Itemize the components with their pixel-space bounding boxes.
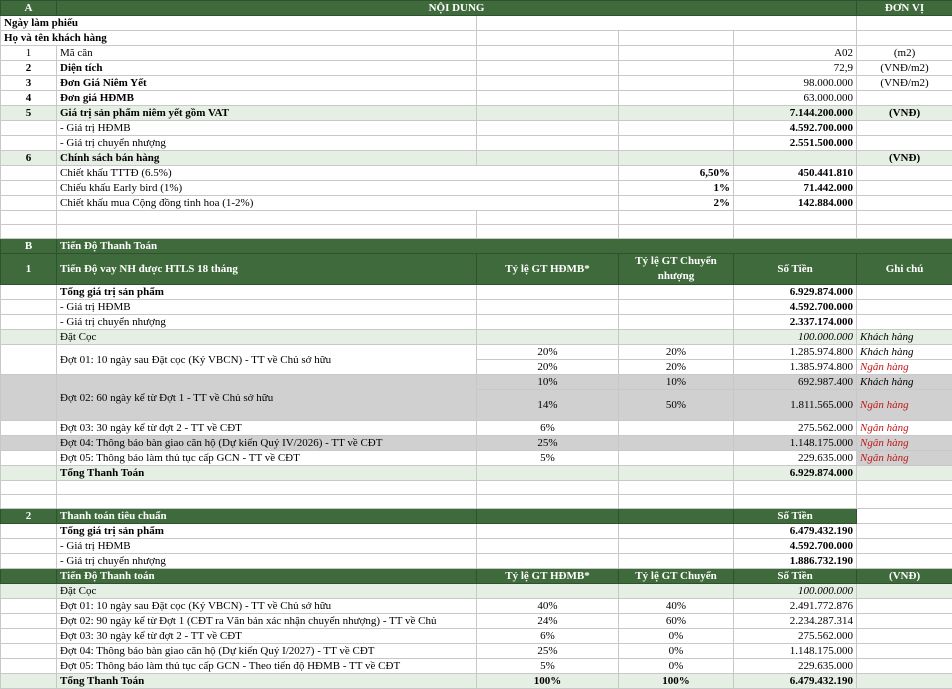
installment-row	[1, 345, 952, 360]
sub-value: 2.337.174.000	[734, 315, 857, 330]
date-value[interactable]	[477, 16, 857, 31]
discount-pct: 2%	[619, 196, 734, 211]
item-row	[1, 91, 952, 106]
note-bank: Ngân hàng	[857, 421, 952, 436]
transfer-ratio: 0%	[619, 659, 734, 674]
date-label: Ngày làm phiếu	[1, 16, 477, 31]
plan-no: 1	[1, 254, 57, 285]
amount: 229.635.000	[734, 659, 857, 674]
sub-value: 4.592.700.000	[734, 121, 857, 136]
installment-label: Đợt 03: 30 ngày kể từ đợt 2 - TT về CĐT	[57, 421, 477, 436]
total-label: Tổng giá trị sản phẩm	[57, 285, 477, 300]
grand-total-label: Tổng Thanh Toán	[57, 466, 477, 481]
hdmb-ratio: 6%	[477, 421, 619, 436]
section-letter: B	[1, 239, 57, 254]
transfer-ratio: 50%	[619, 390, 734, 421]
plan2-grand-total	[1, 674, 952, 689]
amount: 1.148.175.000	[734, 436, 857, 451]
discount-label: Chiếu khấu Early bird (1%)	[57, 181, 619, 196]
spacer-row	[1, 225, 952, 239]
discount-label: Chiết khấu mua Cộng đồng tinh hoa (1-2%)	[57, 196, 619, 211]
col-hdmb-ratio: Tỷ lệ GT HĐMB*	[477, 569, 619, 584]
schedule-label: Tiến Độ Thanh toán	[57, 569, 477, 584]
sub-label: - Giá trị chuyển nhượng	[57, 315, 477, 330]
item-6-row	[1, 151, 952, 166]
item-value: 7.144.200.000	[734, 106, 857, 121]
sub-row	[1, 136, 952, 151]
item-value: A02	[734, 46, 857, 61]
sub-value: 1.886.732.190	[734, 554, 857, 569]
grand-total-value: 6.479.432.190	[734, 674, 857, 689]
section-b-header	[1, 239, 952, 254]
item-unit	[857, 91, 952, 106]
item-value: 63.000.000	[734, 91, 857, 106]
discount-row	[1, 166, 952, 181]
hdmb-ratio: 20%	[477, 360, 619, 375]
amount: 692.987.400	[734, 375, 857, 390]
discount-pct: 6,50%	[619, 166, 734, 181]
item-unit: (VNĐ/m2)	[857, 76, 952, 91]
hdmb-ratio: 5%	[477, 659, 619, 674]
installment-label: Đợt 01: 10 ngày sau Đặt cọc (Ký VBCN) - TT về Chủ sở hữu	[57, 599, 477, 614]
item-label: Mã căn	[57, 46, 477, 61]
amount: 229.635.000	[734, 451, 857, 466]
discount-value: 142.884.000	[734, 196, 857, 211]
item-unit: (VNĐ)	[857, 151, 952, 166]
installment-label: Đợt 05: Thông báo làm thủ tục cấp GCN - TT về CĐT	[57, 451, 477, 466]
discount-label: Chiết khấu TTTĐ (6.5%)	[57, 166, 619, 181]
item-no: 1	[1, 46, 57, 61]
transfer-ratio: 20%	[619, 360, 734, 375]
sub-row	[1, 300, 952, 315]
deposit-value: 100.000.000	[734, 330, 857, 345]
row-customer-name	[1, 31, 952, 46]
installment-row	[1, 451, 952, 466]
installment-row	[1, 629, 952, 644]
amount: 275.562.000	[734, 629, 857, 644]
sub-label: - Giá trị chuyển nhượng	[57, 136, 477, 151]
plan2-header	[1, 509, 952, 524]
plan-title: Thanh toán tiêu chuẩn	[57, 509, 477, 524]
item-no: 4	[1, 91, 57, 106]
customer-name-label: Họ và tên khách hàng	[1, 31, 477, 46]
item-unit: (VNĐ/m2)	[857, 61, 952, 76]
discount-row	[1, 196, 952, 211]
spacer-row	[1, 211, 952, 225]
note-customer: Khách hàng	[857, 330, 952, 345]
note-bank: Ngân hàng	[857, 436, 952, 451]
item-label: Đơn giá HĐMB	[57, 91, 477, 106]
item-5-row	[1, 106, 952, 121]
spacer-row	[1, 481, 952, 495]
transfer-ratio: 60%	[619, 614, 734, 629]
plan1-header	[1, 254, 952, 285]
note-customer: Khách hàng	[857, 345, 952, 360]
sub-row	[1, 539, 952, 554]
hdmb-ratio: 40%	[477, 599, 619, 614]
discount-value: 450.441.810	[734, 166, 857, 181]
total-label: Tổng giá trị sản phẩm	[57, 524, 477, 539]
item-no: 5	[1, 106, 57, 121]
hdmb-ratio: 24%	[477, 614, 619, 629]
sub-label: - Giá trị HĐMB	[57, 539, 477, 554]
plan-no: 2	[1, 509, 57, 524]
installment-label: Đợt 02: 60 ngày kể từ Đợt 1 - TT về Chủ sở hữu	[57, 375, 477, 421]
note-bank: Ngân hàng	[857, 451, 952, 466]
discount-pct: 1%	[619, 181, 734, 196]
row-date	[1, 16, 952, 31]
col-amount: Số Tiền	[734, 254, 857, 285]
item-unit: (VNĐ)	[857, 106, 952, 121]
discount-row	[1, 181, 952, 196]
amount: 1.811.565.000	[734, 390, 857, 421]
installment-label: Đợt 03: 30 ngày kể từ đợt 2 - TT về CĐT	[57, 629, 477, 644]
sub-row	[1, 315, 952, 330]
sub-value: 2.551.500.000	[734, 136, 857, 151]
header-col-a: A	[1, 1, 57, 16]
installment-row	[1, 659, 952, 674]
installment-row	[1, 599, 952, 614]
col-hdmb-ratio: Tỷ lệ GT HĐMB*	[477, 254, 619, 285]
item-label: Diện tích	[57, 61, 477, 76]
item-label: Đơn Giá Niêm Yết	[57, 76, 477, 91]
item-no: 2	[1, 61, 57, 76]
sub-label: - Giá trị HĐMB	[57, 300, 477, 315]
deposit-row	[1, 584, 952, 599]
item-label: Chính sách bán hàng	[57, 151, 477, 166]
installment-label: Đợt 04: Thông báo bàn giao căn hộ (Dự kiến Quý IV/2026) - TT về CĐT	[57, 436, 477, 451]
header-col-content: NỘI DUNG	[57, 1, 857, 16]
item-row	[1, 61, 952, 76]
hdmb-ratio: 20%	[477, 345, 619, 360]
customer-name-value[interactable]	[477, 31, 619, 46]
col-unit: (VNĐ)	[857, 569, 952, 584]
grand-total-label: Tổng Thanh Toán	[57, 674, 477, 689]
sub-value: 4.592.700.000	[734, 539, 857, 554]
sub-row	[1, 554, 952, 569]
installment-row	[1, 421, 952, 436]
transfer-ratio: 0%	[619, 629, 734, 644]
transfer-ratio: 10%	[619, 375, 734, 390]
amount: 1.285.974.800	[734, 345, 857, 360]
amount: 275.562.000	[734, 421, 857, 436]
amount: 2.491.772.876	[734, 599, 857, 614]
plan-title: Tiến Độ vay NH được HTLS 18 tháng	[57, 254, 477, 285]
deposit-row	[1, 330, 952, 345]
installment-label: Đợt 02: 90 ngày kể từ Đợt 1 (CĐT ra Văn bản xác nhận chuyển nhượng) - TT về Chủ	[57, 614, 477, 629]
sub-value: 4.592.700.000	[734, 300, 857, 315]
spacer-row	[1, 495, 952, 509]
installment-row	[1, 436, 952, 451]
sub-label: - Giá trị HĐMB	[57, 121, 477, 136]
note-bank: Ngân hàng	[857, 360, 952, 375]
installment-label: Đợt 01: 10 ngày sau Đặt cọc (Ký VBCN) - TT về Chủ sở hữu	[57, 345, 477, 375]
transfer-ratio: 0%	[619, 644, 734, 659]
sub-label: - Giá trị chuyển nhượng	[57, 554, 477, 569]
hdmb-ratio: 5%	[477, 451, 619, 466]
col-amount: Số Tiền	[734, 509, 857, 524]
item-no: 6	[1, 151, 57, 166]
deposit-label: Đặt Cọc	[57, 584, 477, 599]
discount-value: 71.442.000	[734, 181, 857, 196]
col-transfer-ratio: Tỷ lệ GT Chuyển nhượng	[619, 254, 734, 285]
col-transfer-ratio: Tỷ lệ GT Chuyển	[619, 569, 734, 584]
item-no: 3	[1, 76, 57, 91]
deposit-value: 100.000.000	[734, 584, 857, 599]
note-bank: Ngân hàng	[857, 390, 952, 421]
total-value: 6.479.432.190	[734, 524, 857, 539]
transfer-ratio: 40%	[619, 599, 734, 614]
item-row	[1, 76, 952, 91]
hdmb-ratio: 25%	[477, 436, 619, 451]
total-value: 6.929.874.000	[734, 285, 857, 300]
note-customer: Khách hàng	[857, 375, 952, 390]
plan1-total-row	[1, 285, 952, 300]
hdmb-ratio: 10%	[477, 375, 619, 390]
item-row	[1, 46, 952, 61]
transfer-ratio-total: 100%	[619, 674, 734, 689]
amount: 1.148.175.000	[734, 644, 857, 659]
plan2-schedule-header	[1, 569, 952, 584]
plan1-grand-total	[1, 466, 952, 481]
header-col-unit: ĐƠN VỊ	[857, 1, 952, 16]
amount: 1.385.974.800	[734, 360, 857, 375]
amount: 2.234.287.314	[734, 614, 857, 629]
item-label: Giá trị sản phẩm niêm yết gồm VAT	[57, 106, 477, 121]
transfer-ratio: 20%	[619, 345, 734, 360]
col-note: Ghi chú	[857, 254, 952, 285]
hdmb-ratio-total: 100%	[477, 674, 619, 689]
sub-row	[1, 121, 952, 136]
installment-row	[1, 644, 952, 659]
section-title: Tiến Độ Thanh Toán	[57, 239, 952, 254]
item-value: 98.000.000	[734, 76, 857, 91]
installment-row	[1, 614, 952, 629]
item-value: 72,9	[734, 61, 857, 76]
item-unit: (m2)	[857, 46, 952, 61]
col-amount: Số Tiền	[734, 569, 857, 584]
hdmb-ratio: 14%	[477, 390, 619, 421]
hdmb-ratio: 6%	[477, 629, 619, 644]
installment-label: Đợt 05: Thông báo làm thủ tục cấp GCN - Theo tiến độ HĐMB - TT về CĐT	[57, 659, 477, 674]
plan2-total-row	[1, 524, 952, 539]
installment-row	[1, 375, 952, 390]
header-row	[1, 1, 952, 16]
grand-total-value: 6.929.874.000	[734, 466, 857, 481]
installment-label: Đợt 04: Thông báo bàn giao căn hộ (Dự kiến Quý I/2027) - TT về CĐT	[57, 644, 477, 659]
hdmb-ratio: 25%	[477, 644, 619, 659]
deposit-label: Đặt Cọc	[57, 330, 477, 345]
